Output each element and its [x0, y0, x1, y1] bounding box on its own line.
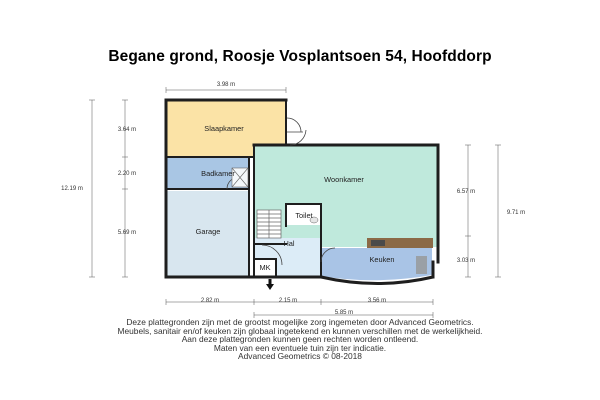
- dim-bottom-keuken: 3.56 m: [367, 298, 387, 304]
- label-slaapkamer: Slaapkamer: [204, 124, 244, 133]
- page-title: Begane grond, Roosje Vosplantsoen 54, Hoofddorp: [108, 48, 492, 65]
- label-mk: MK: [259, 263, 271, 272]
- dim-left-total: 12.19 m: [61, 186, 83, 192]
- dim-right-total: 9.71 m: [506, 210, 526, 216]
- dim-bottom-garage: 2.82 m: [200, 298, 220, 304]
- label-hal: Hal: [283, 239, 295, 248]
- room-woonkamer: [255, 145, 438, 247]
- dim-bottom-hal: 2.15 m: [278, 298, 298, 304]
- room-keuken: [321, 248, 432, 280]
- disclaimer-footer: [0, 318, 600, 361]
- footer-line: Deze plattegronden zijn met de grootst mogelijke zorg ingemeten door Advanced Geometrics.: [126, 317, 474, 327]
- dim-left-slaapkamer: 3.64 m: [117, 127, 137, 133]
- staircase: [257, 210, 281, 238]
- label-badkamer: Badkamer: [201, 169, 235, 178]
- dim-left-badkamer: 2.20 m: [117, 171, 137, 177]
- footer-line: Advanced Geometrics © 08-2018: [238, 351, 362, 362]
- dim-bottom-total: 5.85 m: [334, 310, 354, 316]
- label-keuken: Keuken: [369, 255, 395, 264]
- footer-line: Aan deze plattegronden kunnen geen rechten worden ontleend.: [181, 334, 419, 345]
- dim-left-garage: 5.69 m: [117, 230, 137, 236]
- door-slaapkamer: [287, 118, 303, 132]
- label-garage: Garage: [195, 227, 221, 236]
- entrance-arrow-icon: [266, 279, 274, 290]
- dim-right-keuken: 3.03 m: [456, 258, 476, 264]
- dim-top-width: 3.98 m: [216, 82, 236, 88]
- footer-line: Maten van een eventuele tuin zijn ter indicatie.: [213, 342, 387, 353]
- label-toilet: Toilet: [295, 211, 313, 220]
- dim-right-woonkamer: 6.57 m: [456, 189, 476, 195]
- footer-line: Meubels, sanitair en/of keuken zijn globaal ingetekend en kunnen verschillen met de werkelijkheid.: [117, 325, 483, 336]
- label-woonkamer: Woonkamer: [324, 175, 364, 184]
